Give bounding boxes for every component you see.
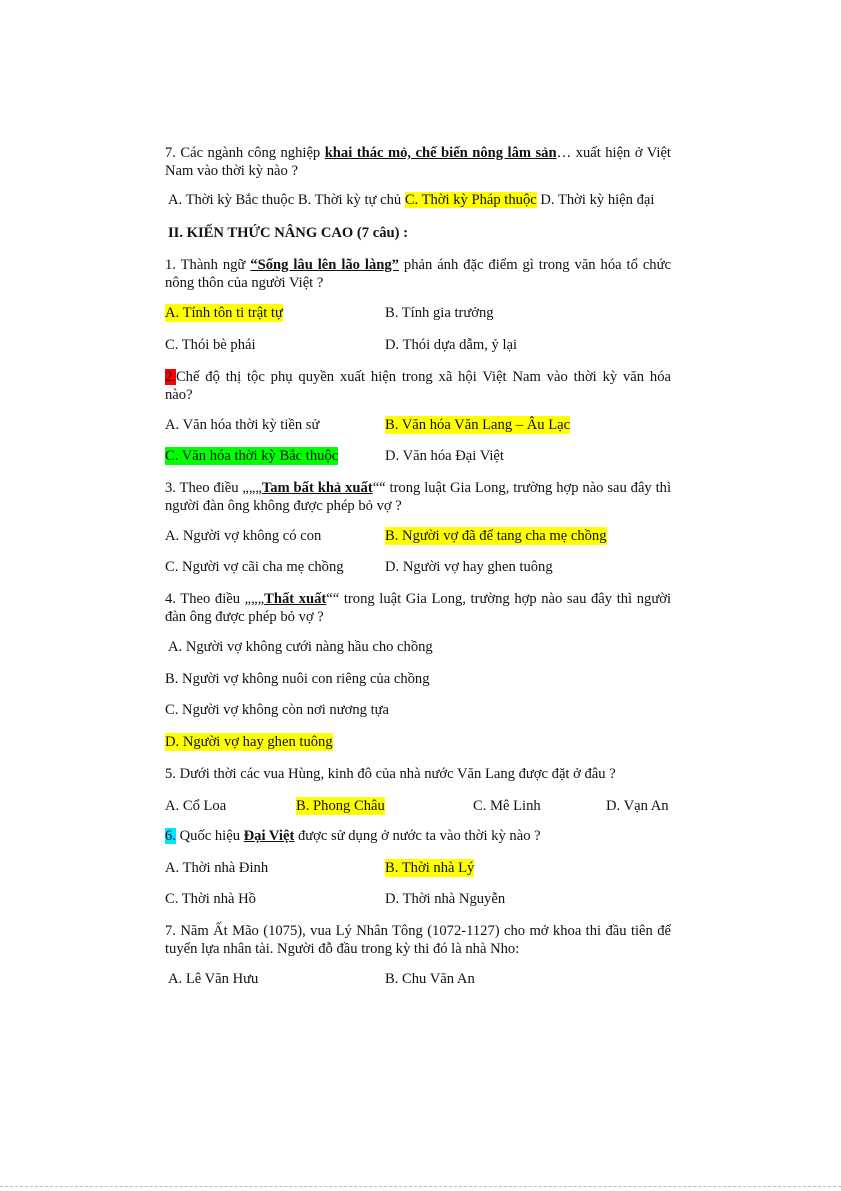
q7b-text: 7. Năm Ất Mão (1075), vua Lý Nhân Tông (1072-1127) cho mở khoa thi đầu tiên để <box>165 923 671 939</box>
q7-answer-d: D. Thời kỳ hiện đại <box>536 192 655 208</box>
q7-keyword: khai thác mỏ, chế biến nông lâm sản <box>324 145 557 161</box>
question-7-stem <box>165 144 671 180</box>
q2-answer-c: C. Văn hóa thời kỳ Bắc thuộc <box>165 448 339 464</box>
q6-keyword: Đại Việt <box>243 828 295 844</box>
question-7b-stem <box>165 922 671 958</box>
q4-keyword: Thất xuất <box>264 591 327 607</box>
q2-answer-d: D. Văn hóa Đại Việt <box>385 448 504 464</box>
question-3-stem <box>165 479 671 515</box>
q6-answer-b: B. Thời nhà Lý <box>385 860 475 876</box>
q2-number: 2. <box>165 369 176 385</box>
question-6-stem <box>165 827 541 845</box>
q5-answer-a: A. Cổ Loa <box>165 798 227 814</box>
q5-answer-c: C. Mê Linh <box>473 798 541 814</box>
q3-text-line2: người đàn ông không được phép bỏ vợ ? <box>165 498 402 514</box>
q3-answer-d: D. Người vợ hay ghen tuông <box>385 559 553 575</box>
q5-answer-b: B. Phong Châu <box>296 798 385 814</box>
q6-text: Quốc hiệu <box>175 828 244 844</box>
section-heading: II. KIẾN THỨC NÂNG CAO (7 câu) : <box>168 225 408 241</box>
q2-text-line2: nào? <box>165 387 193 403</box>
q7-text-end: … xuất hiện ở Việt <box>556 145 671 161</box>
q3-text: 3. Theo điều „„„ <box>165 480 262 496</box>
q6-answer-c: C. Thời nhà Hồ <box>165 891 256 907</box>
q7b-answer-a: A. Lê Văn Hưu <box>168 971 259 987</box>
q7-text-line2: Nam vào thời kỳ nào ? <box>165 163 298 179</box>
page-bottom-edge <box>0 1186 841 1187</box>
q7b-text-line2: tuyển lựa nhân tài. Người đỗ đầu trong kỳ thi đó là nhà Nho: <box>165 941 520 957</box>
q4-answer-d: D. Người vợ hay ghen tuông <box>165 734 333 750</box>
q2-answer-b: B. Văn hóa Văn Lang – Âu Lạc <box>385 417 571 433</box>
q5-answer-d: D. Vạn An <box>606 798 669 814</box>
q2-text: Chế độ thị tộc phụ quyền xuất hiện trong xã hội Việt Nam vào thời kỳ văn hóa <box>175 369 671 385</box>
q4-text-end: ““ trong luật Gia Long, trường hợp nào sau đây thì người <box>326 591 672 607</box>
q6-text-end: được sử dụng ở nước ta vào thời kỳ nào ? <box>294 828 541 844</box>
q1-answer-b: B. Tính gia trưởng <box>385 305 494 321</box>
q7-answers <box>168 191 654 209</box>
q1-answer-c: C. Thói bè phái <box>165 337 256 353</box>
q4-answer-b: B. Người vợ không nuôi con riêng của chồng <box>165 671 430 687</box>
q3-answer-b: B. Người vợ đã để tang cha mẹ chồng <box>385 528 607 544</box>
question-2-stem <box>165 368 671 404</box>
q4-text-line2: đàn ông được phép bỏ vợ ? <box>165 609 324 625</box>
q2-answer-a: A. Văn hóa thời kỳ tiền sử <box>165 417 320 433</box>
q3-text-end: ““ trong luật Gia Long, trường hợp nào sau đây thì <box>372 480 672 496</box>
q3-keyword: Tam bất khả xuất <box>261 480 373 496</box>
q7-text: 7. Các ngành công nghiệp <box>165 145 325 161</box>
q6-number: 6. <box>165 828 176 844</box>
q1-idiom: “Sống lâu lên lão làng” <box>250 257 399 273</box>
q1-answer-a: A. Tính tôn ti trật tự <box>165 305 283 321</box>
q7b-answer-b: B. Chu Văn An <box>385 971 475 987</box>
q3-answer-a: A. Người vợ không có con <box>165 528 322 544</box>
question-1-stem <box>165 256 671 292</box>
q1-text-line2: nông thôn của người Việt ? <box>165 275 324 291</box>
q4-text: 4. Theo điều „„„ <box>165 591 265 607</box>
question-4-stem <box>165 590 671 626</box>
q1-text-end: phản ánh đặc điểm gì trong văn hóa tổ chức <box>398 257 671 273</box>
q4-answer-a: A. Người vợ không cưới nàng hầu cho chồng <box>168 639 433 655</box>
q1-text: 1. Thành ngữ <box>165 257 251 273</box>
q6-answer-a: A. Thời nhà Đinh <box>165 860 269 876</box>
q3-answer-c: C. Người vợ cãi cha mẹ chồng <box>165 559 344 575</box>
q7-answer-c: C. Thời kỳ Pháp thuộc <box>404 192 537 208</box>
q6-answer-d: D. Thời nhà Nguyễn <box>385 891 506 907</box>
question-5-stem: 5. Dưới thời các vua Hùng, kinh đô của nhà nước Văn Lang được đặt ở đâu ? <box>165 766 616 782</box>
q4-answer-c: C. Người vợ không còn nơi nương tựa <box>165 702 390 718</box>
q1-answer-d: D. Thói dựa dẫm, ỷ lại <box>385 337 518 353</box>
q7-answer-ab: A. Thời kỳ Bắc thuộc B. Thời kỳ tự chủ <box>168 192 405 208</box>
